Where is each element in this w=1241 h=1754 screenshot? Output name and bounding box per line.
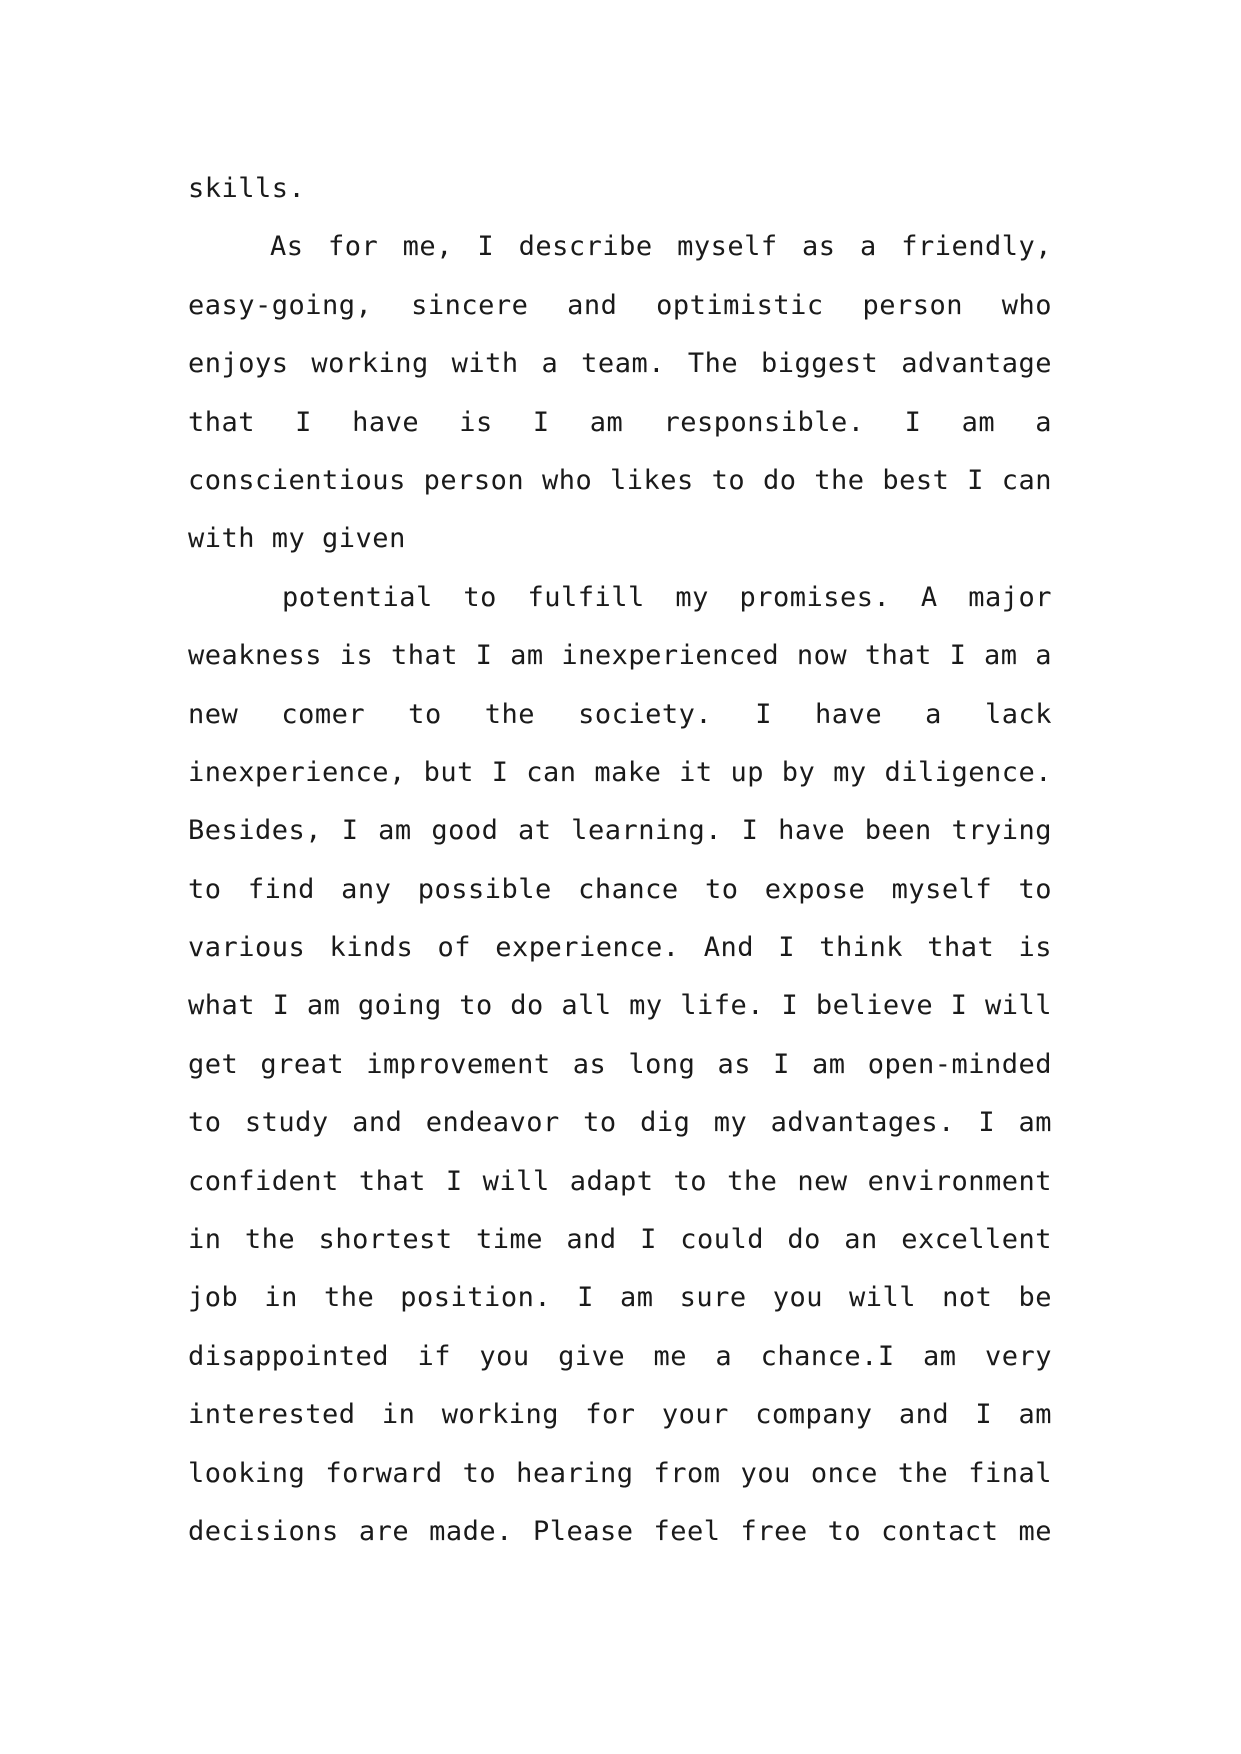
text-line: enjoys working with a team. The biggest advantage	[188, 348, 1052, 380]
text-line: potential to fulfill my promises. A major	[282, 581, 1052, 613]
text-line: that I have is I am responsible. I am a	[188, 406, 1052, 438]
text-line: job in the position. I am sure you will not be	[188, 1282, 1052, 1314]
text-line: various kinds of experience. And I think that is	[188, 932, 1052, 964]
text-line: in the shortest time and I could do an excellent	[188, 1224, 1052, 1256]
text-line: decisions are made. Please feel free to contact me	[188, 1515, 1052, 1547]
text-line: conscientious person who likes to do the best I can	[188, 464, 1052, 496]
text-line: easy-going, sincere and optimistic person who	[188, 289, 1052, 321]
body-text	[188, 160, 1052, 1561]
text-line: with my given	[188, 523, 406, 555]
text-line: weakness is that I am inexperienced now that I am a	[188, 640, 1052, 672]
text-line: looking forward to hearing from you once the final	[188, 1457, 1052, 1489]
text-line: As for me, I describe myself as a friendly,	[270, 231, 1052, 263]
text-line: to study and endeavor to dig my advantages. I am	[188, 1107, 1052, 1139]
text-line: get great improvement as long as I am open-minded	[188, 1048, 1052, 1080]
text-line: confident that I will adapt to the new environment	[188, 1165, 1052, 1197]
text-line: to find any possible chance to expose myself to	[188, 873, 1052, 905]
text-line: interested in working for your company and I am	[188, 1399, 1052, 1431]
text-line: disappointed if you give me a chance.I am very	[188, 1340, 1052, 1372]
text-line: new comer to the society. I have a lack	[188, 698, 1052, 730]
text-line: what I am going to do all my life. I believe I will	[188, 990, 1052, 1022]
text-line: skills.	[188, 173, 306, 204]
text-line: inexperience, but I can make it up by my diligence.	[188, 756, 1052, 788]
text-line: Besides, I am good at learning. I have been trying	[188, 815, 1052, 847]
